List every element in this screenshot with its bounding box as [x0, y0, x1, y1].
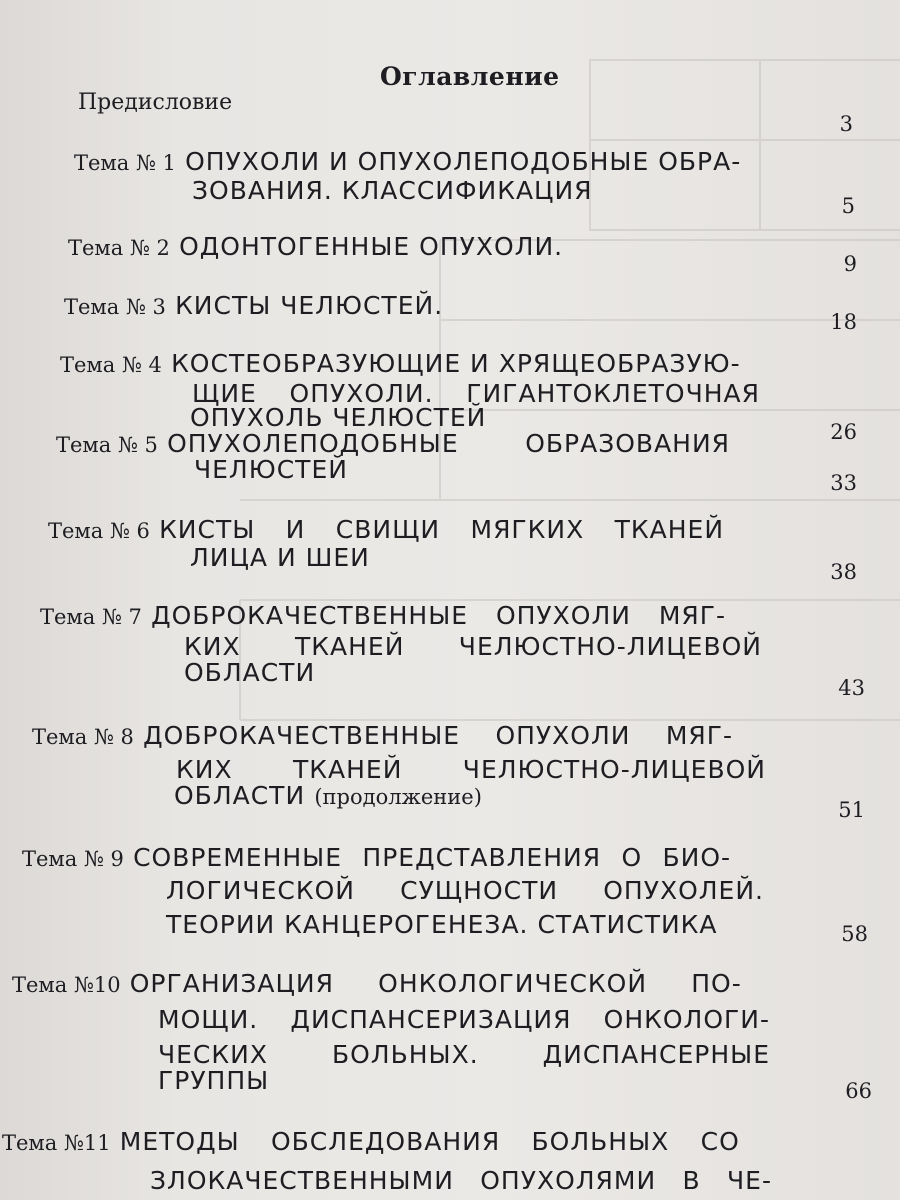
toc-entry-text: ОДОНТОГЕННЫЕ ОПУХОЛИ. — [179, 232, 564, 261]
toc-entry-line: КИХ ТКАНЕЙ ЧЕЛЮСТНО-ЛИЦЕВОЙ — [176, 755, 766, 784]
toc-entry-line — [32, 720, 766, 751]
toc-entry-prefix: Тема №10 — [12, 973, 121, 997]
toc-entry-prefix: Тема № 2 — [68, 236, 170, 260]
toc-page-number: 66 — [845, 1079, 872, 1103]
toc-entry-prefix: Тема №11 — [2, 1131, 111, 1155]
toc-entry-line — [64, 290, 443, 321]
toc-page-number: 38 — [830, 560, 857, 584]
toc-entry-prefix: Тема № 6 — [48, 519, 150, 543]
toc-entry-line: ОБЛАСТИ — [184, 658, 316, 687]
toc-entry-line: ЧЕСКИХ БОЛЬНЫХ. ДИСПАНСЕРНЫЕ — [158, 1040, 770, 1069]
toc-entry-line: ОПУХОЛЬ ЧЕЛЮСТЕЙ — [190, 403, 487, 432]
toc-entry-line: ЛОГИЧЕСКОЙ СУЩНОСТИ ОПУХОЛЕЙ. — [166, 876, 764, 905]
toc-entry-line: ЛИЦА И ШЕИ — [190, 543, 370, 572]
toc-entry-text: ОПУХОЛЕПОДОБНЫЕ ОБРАЗОВАНИЯ — [167, 429, 731, 458]
toc-entry-prefix: Тема № 8 — [32, 725, 134, 749]
toc-entry-line — [12, 968, 770, 999]
toc-entry-prefix: Тема № 1 — [74, 151, 176, 175]
toc-entry-line: ЗЛОКАЧЕСТВЕННЫМИ ОПУХОЛЯМИ В ЧЕ- — [150, 1166, 772, 1195]
toc-entry-line: КИХ ТКАНЕЙ ЧЕЛЮСТНО-ЛИЦЕВОЙ — [184, 632, 762, 661]
toc-entry-prefix: Тема № 5 — [56, 433, 158, 457]
toc-entry-line — [174, 780, 482, 811]
toc-entry-line — [2, 1126, 772, 1157]
toc-entry-line: ЗОВАНИЯ. КЛАССИФИКАЦИЯ — [192, 176, 593, 205]
toc-entry-line: ГРУППЫ — [158, 1066, 270, 1095]
toc-entry-line — [60, 348, 760, 379]
toc-page-number: 51 — [838, 798, 865, 822]
page-title: Оглавление — [380, 62, 560, 91]
toc-entry-line — [68, 231, 563, 262]
toc-entry-text: ОБЛАСТИ — [174, 781, 306, 810]
toc-entry-line: ЧЕЛЮСТЕЙ — [194, 455, 348, 484]
toc-page-number: 26 — [830, 420, 857, 444]
toc-page-number: 18 — [830, 310, 857, 334]
toc-entry-text: ДОБРОКАЧЕСТВЕННЫЕ ОПУХОЛИ МЯГ- — [143, 721, 734, 750]
toc-entry-text: КИСТЫ ЧЕЛЮСТЕЙ. — [175, 291, 444, 320]
toc-entry-text: КИСТЫ И СВИЩИ МЯГКИХ ТКАНЕЙ — [159, 515, 725, 544]
toc-entry-text: ОРГАНИЗАЦИЯ ОНКОЛОГИЧЕСКОЙ ПО- — [129, 969, 742, 998]
toc-entry-line — [56, 428, 760, 459]
toc-entry-label: Предисловие — [78, 90, 233, 115]
toc-page-number: 43 — [838, 676, 865, 700]
toc-page-number: 33 — [830, 471, 857, 495]
toc-entry-prefix: Тема № 7 — [40, 605, 142, 629]
toc-entry-line: ТЕОРИИ КАНЦЕРОГЕНЕЗА. СТАТИСТИКА — [166, 910, 718, 939]
toc-entry-line — [40, 600, 762, 631]
toc-entry-text: МЕТОДЫ ОБСЛЕДОВАНИЯ БОЛЬНЫХ СО — [119, 1127, 740, 1156]
toc-entry-line — [22, 842, 764, 873]
toc-page-number: 5 — [841, 194, 855, 218]
toc-entry-text: КОСТЕОБРАЗУЮЩИЕ И ХРЯЩЕОБРАЗУЮ- — [171, 349, 741, 378]
toc-entry-suffix: (продолжение) — [314, 785, 482, 809]
toc-entry-text: ОПУХОЛИ И ОПУХОЛЕПОДОБНЫЕ ОБРА- — [185, 147, 742, 176]
toc-page-number: 3 — [839, 112, 853, 136]
toc-entry-text: СОВРЕМЕННЫЕ ПРЕДСТАВЛЕНИЯ О БИО- — [133, 843, 732, 872]
toc-entry-prefix: Тема № 4 — [60, 353, 162, 377]
toc-entry-prefix: Тема № 9 — [22, 847, 124, 871]
toc-entry-line: МОЩИ. ДИСПАНСЕРИЗАЦИЯ ОНКОЛОГИ- — [158, 1005, 770, 1034]
toc-entry-prefix: Тема № 3 — [64, 295, 166, 319]
toc-entry-text: ДОБРОКАЧЕСТВЕННЫЕ ОПУХОЛИ МЯГ- — [151, 601, 727, 630]
toc-page-number: 9 — [843, 252, 857, 276]
toc-entry-line — [48, 514, 760, 545]
toc-entry-line — [74, 146, 758, 177]
toc-entry-line: ЩИЕ ОПУХОЛИ. ГИГАНТОКЛЕТОЧНАЯ — [192, 379, 760, 408]
toc-page-number: 58 — [841, 922, 868, 946]
